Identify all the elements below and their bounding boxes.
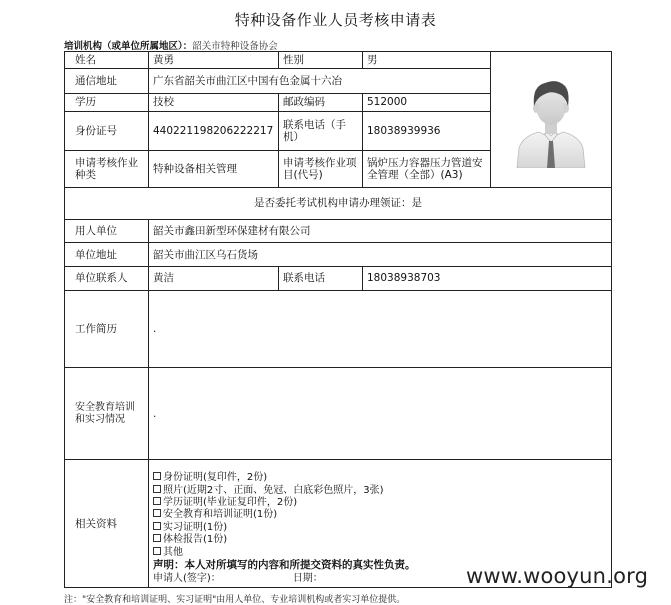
work-history-label: 工作简历 xyxy=(65,290,149,367)
entrust-text: 是否委托考试机构申请办理领证：是 xyxy=(65,187,612,219)
employer-label: 用人单位 xyxy=(65,219,149,243)
id-value: 440221198206222217 xyxy=(149,111,279,150)
contact-phone-label: 联系电话 xyxy=(279,266,363,290)
row-training xyxy=(65,367,612,460)
material-item-text: 其他 xyxy=(163,546,183,558)
form-title: 特种设备作业人员考核申请表 xyxy=(234,11,437,29)
row-name xyxy=(65,52,612,69)
row-work-history xyxy=(65,290,612,367)
checkbox-icon xyxy=(153,485,161,493)
job-type-label: 申请考核作业种类 xyxy=(65,150,149,187)
material-item-text: 照片(近期2寸、正面、免冠、白底彩色照片，3张) xyxy=(163,484,384,496)
material-item xyxy=(153,509,607,521)
phone-value: 18038939936 xyxy=(363,111,491,150)
material-item xyxy=(153,534,607,546)
material-item-text: 实习证明(1份) xyxy=(163,521,228,533)
contact-value: 黄洁 xyxy=(149,266,279,290)
material-item xyxy=(153,522,607,534)
training-org xyxy=(64,38,278,52)
address-label: 通信地址 xyxy=(65,69,149,94)
job-type-value: 特种设备相关管理 xyxy=(149,150,279,187)
postcode-value: 512000 xyxy=(363,94,491,111)
date-label: 日期： xyxy=(292,573,323,584)
material-item xyxy=(153,472,607,484)
footnote: 注："安全教育和培训证明、实习证明"由用人单位、专业培训机构或者实习单位提供。 xyxy=(64,595,406,605)
row-entrust xyxy=(65,187,612,219)
education-value: 技校 xyxy=(149,94,279,111)
name-value: 黄勇 xyxy=(149,52,279,69)
row-contact xyxy=(65,266,612,290)
checkbox-icon xyxy=(153,534,161,542)
declaration: 声明：本人对所填写的内容和所提交资料的真实性负责。 xyxy=(153,559,416,571)
row-employer-address xyxy=(65,243,612,267)
training-value: . xyxy=(149,367,612,460)
contact-phone-value: 18038938703 xyxy=(363,266,612,290)
person-avatar-icon xyxy=(513,68,589,168)
row-employer xyxy=(65,219,612,243)
phone-label: 联系电话（手机） xyxy=(279,111,363,150)
job-item-label: 申请考核作业项目(代号) xyxy=(279,150,363,187)
material-item xyxy=(153,497,607,509)
material-item xyxy=(153,547,607,559)
material-item-text: 学历证明(毕业证复印件，2份) xyxy=(163,496,298,508)
gender-label: 性别 xyxy=(279,52,363,69)
checkbox-icon xyxy=(153,509,161,517)
checkbox-icon xyxy=(153,472,161,480)
contact-label: 单位联系人 xyxy=(65,266,149,290)
checkbox-icon xyxy=(153,522,161,530)
employer-value: 韶关市鑫田新型环保建材有限公司 xyxy=(149,219,612,243)
job-item-value: 锅炉压力容器压力管道安全管理（全部）(A3) xyxy=(363,150,491,187)
applicant-sign-label: 申请人(签字)： xyxy=(153,573,221,584)
checkbox-icon xyxy=(153,547,161,555)
checkbox-icon xyxy=(153,497,161,505)
work-history-value: . xyxy=(149,290,612,367)
id-label: 身份证号 xyxy=(65,111,149,150)
training-label: 安全教育培训和实习情况 xyxy=(65,367,149,460)
material-item-text: 身份证明(复印件，2份) xyxy=(163,472,268,484)
material-item-text: 体检报告(1份) xyxy=(163,534,228,546)
watermark: www.wooyun.org xyxy=(466,564,649,588)
gender-value: 男 xyxy=(363,52,491,69)
postcode-label: 邮政编码 xyxy=(279,94,363,111)
materials-label: 相关资料 xyxy=(65,460,149,588)
material-item xyxy=(153,485,607,497)
photo-cell xyxy=(491,52,612,188)
training-org-value: 韶关市特种设备协会 xyxy=(192,41,278,52)
application-form-table xyxy=(64,51,612,588)
employer-address-value: 韶关市曲江区乌石货场 xyxy=(149,243,612,267)
name-label: 姓名 xyxy=(65,52,149,69)
address-value: 广东省韶关市曲江区中国有色金属十六冶 xyxy=(149,69,491,94)
employer-address-label: 单位地址 xyxy=(65,243,149,267)
training-org-label: 培训机构（或单位所属地区）： xyxy=(64,41,193,52)
education-label: 学历 xyxy=(65,94,149,111)
material-item-text: 安全教育和培训证明(1份) xyxy=(163,509,278,521)
